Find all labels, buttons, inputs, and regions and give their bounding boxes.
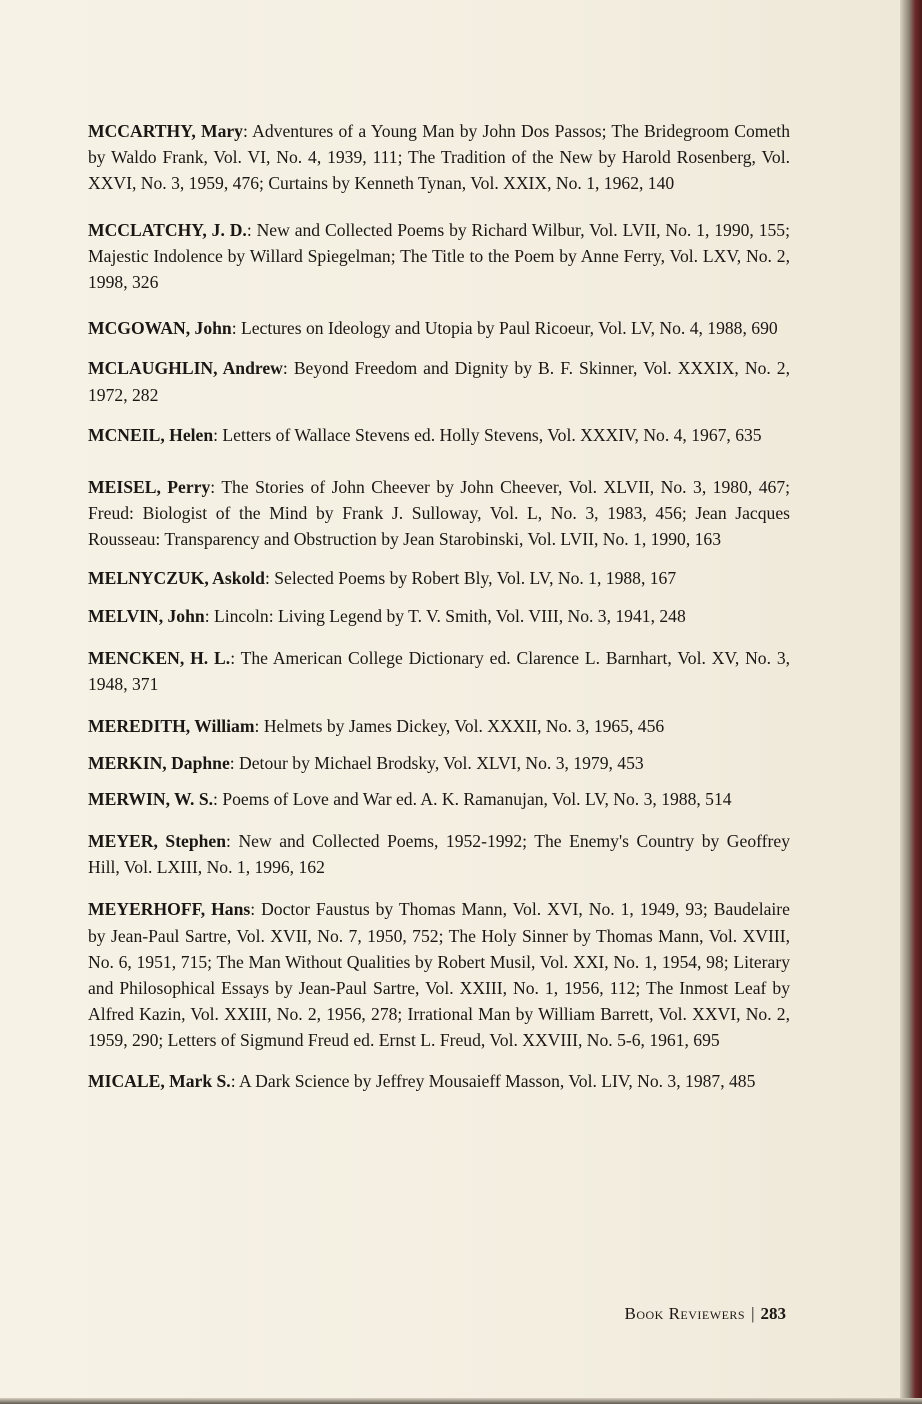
review-list: Doctor Faustus by Thomas Mann, Vol. XVI, No. 1, 1949, 93; Baudelaire by Jean-Paul Sartre, Vol. XVII, No. 7, 1950, 752; The Holy Sinner by Thomas Mann, Vol. XVIII, No. 6, 1951, 715; The Man Without Qualities by Robert Musil, Vol. XXI, No. 1, 1954, 98; Literary and Philosophical Essays by Jean-Paul Sartre, Vol. XXIII, No. 1, 1956, 112; The Inmost Leaf by Alfred Kazin, Vol. XXIII, No. 2, 1956, 278; Irrational Man by William Barrett, Vol. XXVI, No. 2, 1959, 290; Letters of Sigmund Freud ed. Ernst L. Freud, Vol. XXVIII, No. 5-6, 1961, 695 xyxy=(88,899,790,1051)
review-list: Lectures on Ideology and Utopia by Paul Ricoeur, Vol. LV, No. 4, 1988, 690 xyxy=(241,318,778,339)
footer-separator: | xyxy=(751,1304,755,1323)
review-list: New and Collected Poems by Richard Wilbur, Vol. LVII, No. 1, 1990, 155; Majestic Indolence by Willard Spiegelman; The Title to the Poem by Anne Ferry, Vol. LXV, No. 2, 1998, 326 xyxy=(88,219,790,293)
entry-mclaughlin: MCLAUGHLIN, Andrew: Beyond Freedom and Dignity by B. F. Skinner, Vol. XXXIX, No. 2, 1972, 282 xyxy=(88,358,790,405)
entry-mcclatchy: MCCLATCHY, J. D.: New and Collected Poems by Richard Wilbur, Vol. LVII, No. 1, 1990, 155; Majestic Indolence by Willard Spiegelman; The Title to the Poem by Anne Ferry, Vol. LXV, No. 2, 1998, 326 xyxy=(88,219,790,293)
entry-meyerhoff: MEYERHOFF, Hans: Doctor Faustus by Thomas Mann, Vol. XVI, No. 1, 1949, 93; Baudelaire by Jean-Paul Sartre, Vol. XVII, No. 7, 1950, 752; The Holy Sinner by Thomas Mann, Vol. XVIII, No. 6, 1951, 715; The Man Without Qualities by Robert Musil, Vol. XXI, No. 1, 1954, 98; Literary and Philosophical Essays by Jean-Paul Sartre, Vol. XXIII, No. 1, 1956, 112; The Inmost Leaf by Alfred Kazin, Vol. XXIII, No. 2, 1956, 278; Irrational Man by William Barrett, Vol. XXVI, No. 2, 1959, 290; Letters of Sigmund Freud ed. Ernst L. Freud, Vol. XXVIII, No. 5-6, 1961, 695 xyxy=(88,899,790,1051)
reviewer-name: MICALE, Mark S. xyxy=(88,1070,231,1091)
entry-melvin: MELVIN, John: Lincoln: Living Legend by T. V. Smith, Vol. VIII, No. 3, 1941, 248 xyxy=(88,605,686,626)
review-list: A Dark Science by Jeffrey Mousaieff Masson, Vol. LIV, No. 3, 1987, 485 xyxy=(239,1070,756,1091)
reviewer-name: MCCARTHY, Mary xyxy=(88,121,243,141)
review-list: The American College Dictionary ed. Clarence L. Barnhart, Vol. XV, No. 3, 1948, 371 xyxy=(88,648,791,695)
page-edge-shadow xyxy=(900,0,922,1404)
page-number: 283 xyxy=(760,1304,786,1323)
entry-mcgowan: MCGOWAN, John: Lectures on Ideology and Utopia by Paul Ricoeur, Vol. LV, No. 4, 1988, 690 xyxy=(88,318,778,339)
review-list: Beyond Freedom and Dignity by B. F. Skinner, Vol. XXXIX, No. 2, 1972, 282 xyxy=(88,358,790,405)
review-list: Lincoln: Living Legend by T. V. Smith, Vol. VIII, No. 3, 1941, 248 xyxy=(213,605,686,626)
reviewer-name: MEREDITH, William xyxy=(88,716,255,737)
review-list: The Stories of John Cheever by John Cheever, Vol. XLVII, No. 3, 1980, 467; Freud: Biologist of the Mind by Frank J. Sulloway, Vol. L, No. 3, 1983, 456; Jean Jacques Rousseau: Transparency and Obstruction by Jean Starobinski, Vol. LVII, No. 1, 1990, 163 xyxy=(88,477,790,550)
page-bottom-edge xyxy=(0,1398,922,1404)
review-list: Poems of Love and War ed. A. K. Ramanujan, Vol. LV, No. 3, 1988, 514 xyxy=(222,788,732,809)
entry-meyer: MEYER, Stephen: New and Collected Poems, 1952-1992; The Enemy's Country by Geoffrey Hill, Vol. LXIII, No. 1, 1996, 162 xyxy=(88,831,790,878)
entry-melnyczuk: MELNYCZUK, Askold: Selected Poems by Robert Bly, Vol. LV, No. 1, 1988, 167 xyxy=(88,567,677,588)
reviewer-name: MELVIN, John xyxy=(88,605,205,626)
reviewer-name: MEYERHOFF, Hans xyxy=(88,899,251,920)
entry-merwin: MERWIN, W. S.: Poems of Love and War ed. A. K. Ramanujan, Vol. LV, No. 3, 1988, 514 xyxy=(88,788,732,809)
entry-micale: MICALE, Mark S.: A Dark Science by Jeffrey Mousaieff Masson, Vol. LIV, No. 3, 1987, 485 xyxy=(88,1070,756,1091)
reviewer-name: MEYER, Stephen xyxy=(88,831,227,852)
review-list: New and Collected Poems, 1952-1992; The Enemy's Country by Geoffrey Hill, Vol. LXIII, No. 1, 1996, 162 xyxy=(88,831,790,878)
reviewer-name: MERWIN, W. S. xyxy=(88,788,214,809)
reviewer-name: MERKIN, Daphne xyxy=(88,752,230,773)
entry-meredith: MEREDITH, William: Helmets by James Dickey, Vol. XXXII, No. 3, 1965, 456 xyxy=(88,716,665,737)
entry-merkin: MERKIN, Daphne: Detour by Michael Brodsky, Vol. XLVI, No. 3, 1979, 453 xyxy=(88,752,644,773)
reviewer-name: MEISEL, Perry xyxy=(88,477,211,498)
reviewer-name: MCLAUGHLIN, Andrew xyxy=(88,358,283,379)
running-head: Book Reviewers xyxy=(624,1304,746,1323)
reviewer-name: MELNYCZUK, Askold xyxy=(88,567,265,588)
reviewer-name: MENCKEN, H. L. xyxy=(88,648,231,669)
reviewer-name: MCGOWAN, John xyxy=(88,318,232,339)
review-list: Detour by Michael Brodsky, Vol. XLVI, No. 3, 1979, 453 xyxy=(239,752,644,773)
review-list: Adventures of a Young Man by John Dos Passos; The Bridegroom Cometh by Waldo Frank, Vol. VI, No. 4, 1939, 111; The Tradition of the New by Harold Rosenberg, Vol. XXVI, No. 3, 1959, 476; Curtains by Kenneth Tynan, Vol. XXIX, No. 1, 1962, 140 xyxy=(88,121,790,194)
reviewer-name: MCCLATCHY, J. D. xyxy=(88,219,247,240)
review-list: Letters of Wallace Stevens ed. Holly Stevens, Vol. XXXIV, No. 4, 1967, 635 xyxy=(222,424,762,445)
entry-mccarthy: MCCARTHY, Mary: Adventures of a Young Man by John Dos Passos; The Bridegroom Cometh by Waldo Frank, Vol. VI, No. 4, 1939, 111; The Tradition of the New by Harold Rosenberg, Vol. XXVI, No. 3, 1959, 476; Curtains by Kenneth Tynan, Vol. XXIX, No. 1, 1962, 140 xyxy=(88,121,790,194)
review-list: Selected Poems by Robert Bly, Vol. LV, No. 1, 1988, 167 xyxy=(274,567,677,588)
page-footer xyxy=(560,1303,786,1325)
entry-mencken: MENCKEN, H. L.: The American College Dictionary ed. Clarence L. Barnhart, Vol. XV, No. 3, 1948, 371 xyxy=(88,648,791,695)
entry-meisel: MEISEL, Perry: The Stories of John Cheever by John Cheever, Vol. XLVII, No. 3, 1980, 467; Freud: Biologist of the Mind by Frank J. Sulloway, Vol. L, No. 3, 1983, 456; Jean Jacques Rousseau: Transparency and Obstruction by Jean Starobinski, Vol. LVII, No. 1, 1990, 163 xyxy=(88,477,790,550)
entry-mcneil: MCNEIL, Helen: Letters of Wallace Stevens ed. Holly Stevens, Vol. XXXIV, No. 4, 1967, 635 xyxy=(88,424,762,445)
review-list: Helmets by James Dickey, Vol. XXXII, No. 3, 1965, 456 xyxy=(263,716,665,737)
reviewer-entries xyxy=(88,118,790,1094)
reviewer-name: MCNEIL, Helen xyxy=(88,424,214,445)
